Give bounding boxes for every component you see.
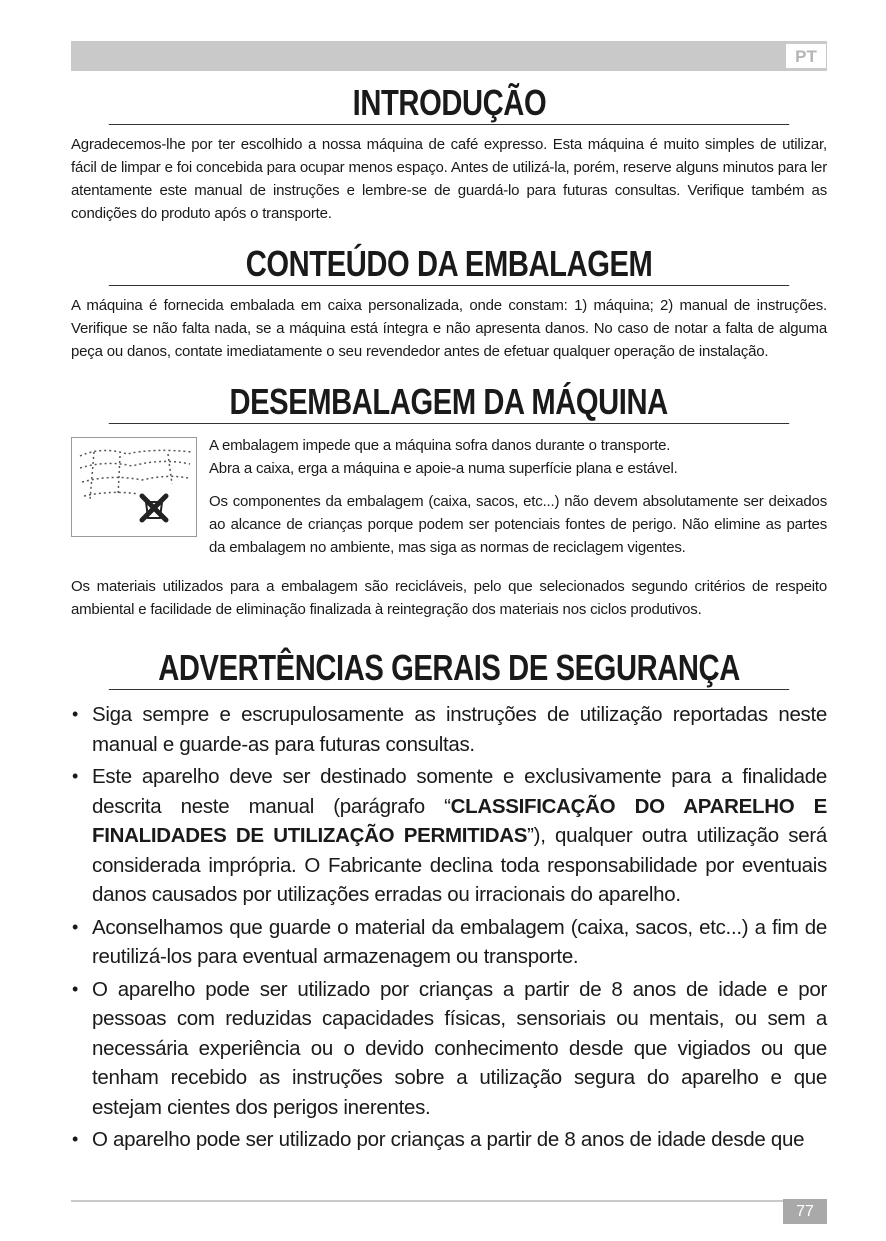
- page-number: 77: [783, 1199, 827, 1224]
- recycle-disposal-icon: [71, 437, 197, 537]
- recycling-paragraph: Os materiais utilizados para a embalagem são recicláveis, pelo que selecionados segundo critérios de respeito ambiental e facilidade de eliminação finalizada à reintegração dos materiais nos ciclos produtivos.: [71, 578, 827, 618]
- section-safety-warnings: [71, 647, 827, 1155]
- section-title: CONTEÚDO DA EMBALAGEM: [109, 243, 789, 286]
- intro-paragraph: Agradecemos-lhe por ter escolhido a nossa máquina de café expresso. Esta máquina é muito simples de utilizar, fácil de limpar e foi concebida para ocupar menos espaço. Antes de utilizá-la, porém, reserve alguns minutos para ler atentamente este manual de instruções e lembre-se de guardá-lo para futuras consultas. Verifique também as condições do produto após o transporte.: [71, 136, 827, 222]
- section-title: DESEMBALAGEM DA MÁQUINA: [109, 381, 789, 424]
- unpacking-line-2: Abra a caixa, erga a máquina e apoie-a numa superfície plana e estável.: [209, 460, 678, 477]
- header-bar: [71, 41, 827, 71]
- footer-line: [71, 1200, 783, 1202]
- list-item: • Aconselhamos que guarde o material da embalagem (caixa, sacos, etc...) a fim de reutilizá-los para eventual armazenagem ou transporte.: [71, 913, 827, 972]
- contents-paragraph: A máquina é fornecida embalada em caixa personalizada, onde constam: 1) máquina; 2) manual de instruções. Verifique se não falta nada, se a máquina está íntegra e não apresenta danos. No caso de notar a falta de alguma peça ou danos, contate imediatamente o seu revendedor antes de efetuar qualquer operação de instalação.: [71, 297, 827, 360]
- unpacking-line-1: A embalagem impede que a máquina sofra danos durante o transporte.: [209, 437, 671, 454]
- list-item: • O aparelho pode ser utilizado por crianças a partir de 8 anos de idade e por pessoas com reduzidas capacidades físicas, sensoriais ou mentais, ou sem a necessária experiência ou o devido conhecimento desde que vigiados ou que tenham recebido as instruções sobre a utilização segura do aparelho e que estejam cientes dos perigos inerentes.: [71, 975, 827, 1123]
- section-title: ADVERTÊNCIAS GERAIS DE SEGURANÇA: [109, 647, 789, 690]
- section-package-contents: [71, 243, 827, 363]
- bold-reference: CLASSIFICAÇÃO DO APARELHO E FINALIDADES DE UTILIZAÇÃO PERMITIDAS: [92, 794, 827, 847]
- section-unpacking: [71, 381, 827, 621]
- unpacking-warning: Os componentes da embalagem (caixa, sacos, etc...) não devem absolutamente ser deixados ao alcance de crianças porque podem ser potenciais fontes de perigo. Não elimine as partes da embalagem no ambiente, mas siga as normas de reciclagem vigentes.: [209, 493, 827, 556]
- safety-list: [71, 700, 827, 1155]
- section-introduction: [71, 82, 827, 225]
- page-content: [71, 82, 827, 1158]
- section-title: INTRODUÇÃO: [109, 82, 789, 125]
- list-item: • Siga sempre e escrupulosamente as instruções de utilização reportadas neste manual e guarde-as para futuras consultas.: [71, 700, 827, 759]
- list-item: • O aparelho pode ser utilizado por crianças a partir de 8 anos de idade desde que: [71, 1125, 827, 1155]
- language-tag: PT: [785, 43, 827, 69]
- list-item: • Este aparelho deve ser destinado somente e exclusivamente para a finalidade descrita neste manual (parágrafo “CLASSIFICAÇÃO DO APARELHO E FINALIDADES DE UTILIZAÇÃO PERMITIDAS”), qualquer outra utilização será considerada imprópria. O Fabricante declina toda responsabilidade por eventuais danos causados por utilizações erradas ou irracionais do aparelho.: [71, 762, 827, 910]
